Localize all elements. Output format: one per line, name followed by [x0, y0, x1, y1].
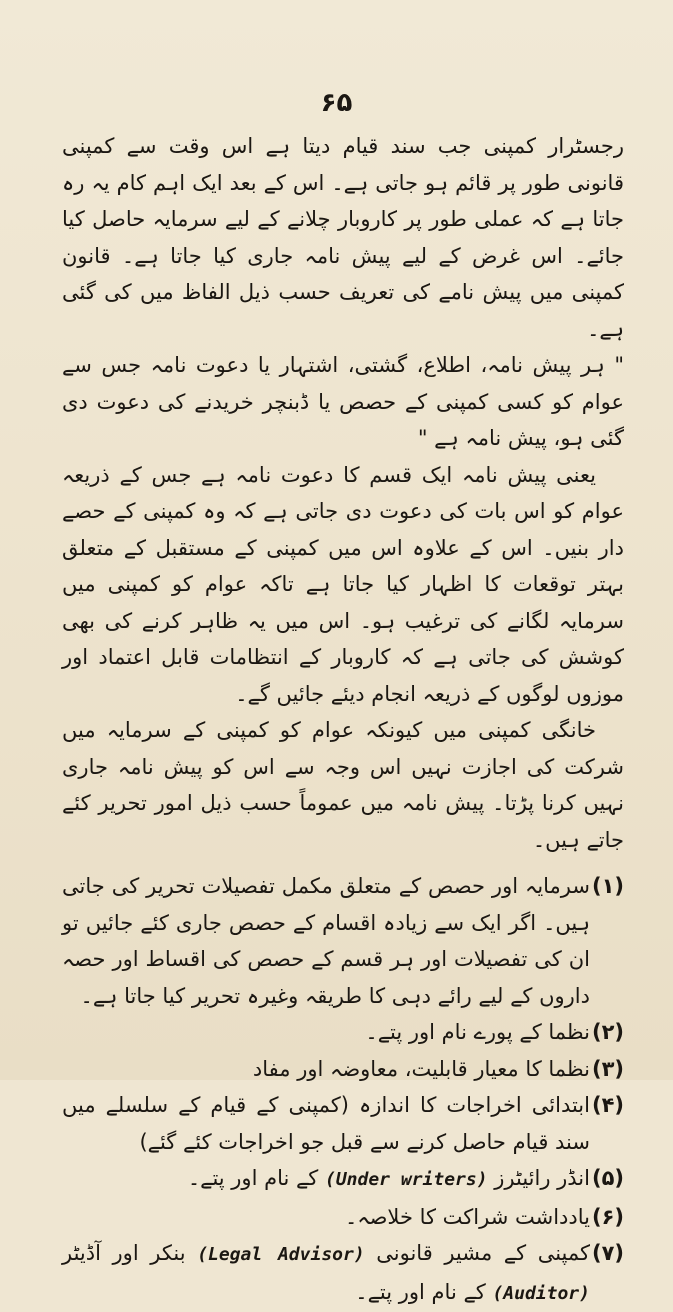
english-term: (Under writers): [325, 1169, 488, 1190]
private-company-paragraph: خانگی کمپنی میں کیونکہ عوام کو کمپنی کے سرمایہ میں شرکت کی اجازت نہیں اس وجہ سے اس کو پیش نامہ جاری نہیں کرنا پڑتا۔ پیش نامہ میں عموماً حسب ذیل امور تحریر کئے جاتے ہیں۔: [62, 718, 624, 852]
item-text-after: کے نام اور پتے۔: [187, 1166, 319, 1190]
item-number: (۷): [591, 1241, 624, 1265]
prospectus-contents-list: [62, 868, 624, 1312]
item-text: سرمایہ اور حصص کے متعلق مکمل تفصیلات تحریر کی جاتی ہیں۔ اگر ایک سے زیادہ اقسام کے حصص جاری کئے جائیں تو ان کی تفصیلات اور ہر قسم کے حصص کی اقساط اور حصہ داروں کے لیے رائے دہی کا طریقہ وغیرہ تحریر کیا جاتا ہے۔: [62, 874, 590, 1008]
item-number: (۴): [591, 1093, 624, 1117]
english-term-2: (Auditor): [492, 1282, 590, 1304]
item-text: نظما کے پورے نام اور پتے۔: [365, 1020, 590, 1044]
item-text: ابتدائی اخراجات کا اندازہ (کمپنی کے قیام کے سلسلے میں سند قیام حاصل کرنے سے قبل جو اخراجات کئے گئے): [62, 1093, 590, 1154]
english-term: (Legal Advisor): [197, 1244, 365, 1265]
item-text: نظما کا معیار قابلیت، معاوضہ اور مفاد: [252, 1056, 590, 1081]
item-number: (۲): [591, 1020, 624, 1044]
list-item: [62, 1087, 624, 1160]
list-item: [62, 868, 624, 1014]
item-number: (۱): [591, 874, 624, 898]
item-text: [62, 1160, 590, 1199]
page-number: ۶۵: [320, 88, 353, 118]
item-text-before: انڈر رائیٹرز: [494, 1166, 590, 1190]
item-number: (۶): [591, 1204, 624, 1229]
item-text: [62, 1235, 590, 1312]
intro-paragraph: رجسٹرار کمپنی جب سند قیام دیتا ہے اس وقت سے کمپنی قانونی طور پر قائم ہو جاتی ہے۔ اس کے بعد ایک اہم کام یہ رہ جاتا ہے کہ عملی طور پر کاروبار چلانے کے لیے سرمایہ حاصل کیا جائے۔ اس غرض کے لیے پیش نامہ جاری کیا جاتا ہے۔ قانون کمپنی میں پیش نامے کی تعریف حسب ذیل الفاظ میں کی گئی ہے۔: [62, 134, 624, 341]
list-item: [62, 1014, 624, 1051]
list-item: [62, 1235, 624, 1312]
item-text-middle: بنکر اور آڈیٹر: [62, 1241, 186, 1265]
item-text: یادداشت شراکت کا خلاصہ۔: [344, 1204, 590, 1229]
definition-quote: " ہر پیش نامہ، اطلاع، گشتی، اشتہار یا دعوت نامہ جس سے عوام کو کسی کمپنی کے حصص یا ڈبنچر خریدنے کی دعوت دی گئی ہو، پیش نامہ ہے ": [62, 353, 624, 450]
list-item: [62, 1199, 624, 1236]
item-number: (۵): [591, 1166, 624, 1190]
explanation-paragraph: یعنی پیش نامہ ایک قسم کا دعوت نامہ ہے جس کے ذریعہ عوام کو اس بات کی دعوت دی جاتی ہے کہ وہ کمپنی کے حصے دار بنیں۔ اس کے علاوہ اس میں کمپنی کے مستقبل کے متعلق بہتر توقعات کا اظہار کیا جاتا ہے تاکہ عوام کو کمپنی میں سرمایہ لگانے کی ترغیب ہو۔ اس میں یہ ظاہر کرنے کی بھی کوشش کی جاتی ہے کہ کاروبار کے انتظامات قابل اعتماد اور موزوں لوگوں کے ذریعہ انجام دیئے جائیں گے۔: [62, 462, 624, 706]
item-text-before: کمپنی کے مشیر قانونی: [376, 1241, 591, 1265]
list-item: [62, 1160, 624, 1199]
page-body: [62, 128, 624, 1312]
item-text-after: کے نام اور پتے۔: [355, 1279, 486, 1304]
item-number: (۳): [591, 1056, 624, 1081]
list-item: [62, 1051, 624, 1088]
